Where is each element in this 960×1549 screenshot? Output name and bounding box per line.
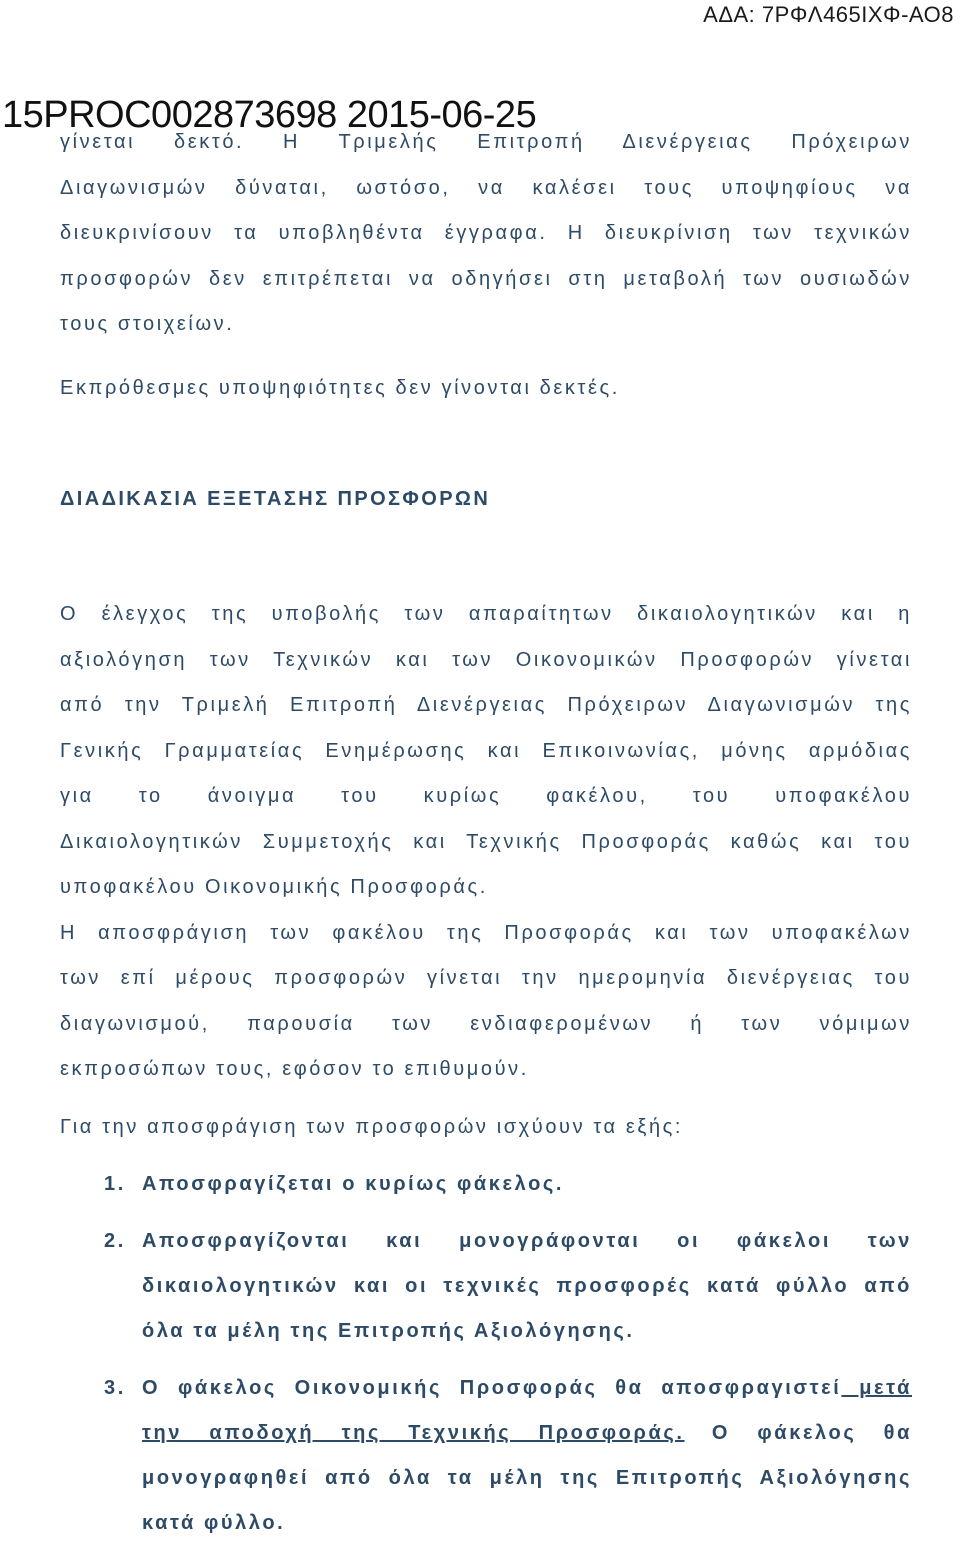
text-line: Γενικής Γραμματείας Ενημέρωσης και Επικοινωνίας, μόνης αρμόδιας [60, 739, 912, 762]
text-line: Διαγωνισμών δύναται, ωστόσο, να καλέσει τους υποψηφίους να [60, 176, 912, 199]
text-line: τους στοιχείων. [60, 313, 235, 335]
text-line: κατά φύλλο. [142, 1512, 286, 1534]
section-heading: ΔΙΑΔΙΚΑΣΙΑ ΕΞΕΤΑΣΗΣ ΠΡΟΣΦΟΡΩΝ [60, 488, 491, 510]
underlined-segment: την αποδοχή της Τεχνικής Προσφοράς. [142, 1422, 685, 1444]
text-line: όλα τα μέλη της Επιτροπής Αξιολόγησης. [142, 1320, 635, 1342]
text-line: των επί μέρους προσφορών γίνεται την ημερομηνία διενέργειας του [60, 967, 912, 989]
underlined-segment: μετά [841, 1377, 912, 1399]
text-line: μονογραφηθεί από όλα τα μέλη της Επιτροπής Αξιολόγησης [142, 1467, 912, 1489]
text-line: γίνεται δεκτό. Η Τριμελής Επιτροπή Διενέργειας Πρόχειρων [60, 131, 912, 153]
text-line: διαγωνισμού, παρουσία των ενδιαφερομένων ή των νόμιμων [60, 1012, 912, 1035]
text-line [142, 1411, 912, 1456]
evaluation-paragraph [60, 592, 912, 911]
list-item [60, 1366, 912, 1546]
text-line: Ο έλεγχος της υποβολής των απαραίτητων δικαιολογητικών και η [60, 603, 912, 625]
text-line [142, 1366, 912, 1411]
late-submissions-note: Εκπρόθεσμες υποψηφιότητες δεν γίνονται δεκτές. [60, 376, 620, 399]
text-line: εκπροσώπων τους, εφόσον το επιθυμούν. [60, 1058, 529, 1080]
text-line: δικαιολογητικών και οι τεχνικές προσφορές κατά φύλλο από [142, 1275, 912, 1297]
document-page [60, 120, 912, 1546]
text-line: διευκρινίσουν τα υποβληθέντα έγγραφα. Η διευκρίνιση των τεχνικών [60, 222, 912, 244]
intro-paragraph [60, 120, 912, 348]
text-segment: Ο φάκελος Οικονομικής Προσφοράς θα αποσφραγιστεί [142, 1377, 842, 1399]
list-number: 1. [104, 1173, 126, 1195]
list-item [60, 1162, 912, 1207]
text-line: Αποσφραγίζονται και μονογράφονται οι φάκελοι των [142, 1230, 912, 1252]
text-line: προσφορών δεν επιτρέπεται να οδηγήσει στη μεταβολή των ουσιωδών [60, 267, 912, 290]
text-segment: Ο φάκελος θα [684, 1422, 912, 1444]
text-line: Αποσφραγίζεται ο κυρίως φάκελος. [142, 1173, 565, 1195]
list-number: 2. [104, 1230, 126, 1252]
ada-stamp: ΑΔΑ: 7ΡΦΛ465ΙΧΦ-ΑΟ8 [703, 2, 954, 27]
text-line: από την Τριμελή Επιτροπή Διενέργειας Πρόχειρων Διαγωνισμών της [60, 694, 912, 716]
text-line: για το άνοιγμα του κυρίως φακέλου, του υποφακέλου [60, 785, 912, 807]
unsealing-paragraph [60, 911, 912, 1093]
proc-stamp: 15PROC002873698 2015-06-25 [2, 94, 537, 136]
text-line: αξιολόγηση των Τεχνικών και των Οικονομικών Προσφορών γίνεται [60, 648, 912, 671]
text-line: Δικαιολογητικών Συμμετοχής και Τεχνικής Προσφοράς καθώς και του [60, 830, 912, 853]
text-line: υποφακέλου Οικονομικής Προσφοράς. [60, 876, 488, 898]
text-line: Η αποσφράγιση των φακέλου της Προσφοράς και των υποφακέλων [60, 921, 912, 944]
rules-intro: Για την αποσφράγιση των προσφορών ισχύουν τα εξής: [60, 1115, 684, 1138]
list-item [60, 1219, 912, 1354]
rules-list [60, 1162, 912, 1546]
list-number: 3. [104, 1377, 126, 1399]
